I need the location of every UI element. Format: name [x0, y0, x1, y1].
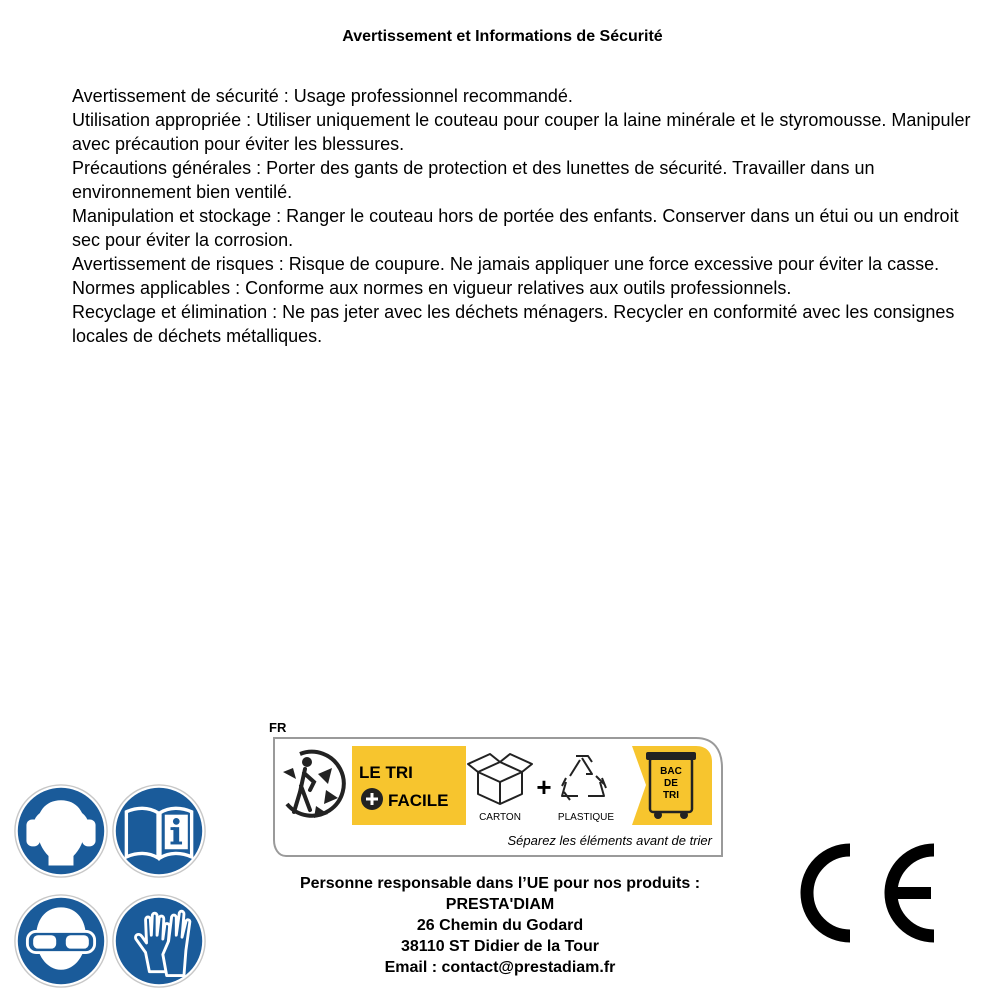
- paragraph-safety-warning: Avertissement de sécurité : Usage professionnel recommandé.: [72, 86, 573, 106]
- bin-label-3: TRI: [662, 790, 680, 801]
- responsible-person-block: [250, 873, 750, 978]
- brand-line2: FACILE: [388, 791, 449, 810]
- protective-gloves-icon: [111, 893, 207, 989]
- company-name: PRESTA'DIAM: [445, 896, 555, 913]
- plastique-label: PLASTIQUE: [557, 812, 615, 823]
- responsible-heading: Personne responsable dans l’UE pour nos produits :: [299, 875, 701, 892]
- bin-label-1: BAC: [660, 766, 682, 777]
- street-address: 26 Chemin du Godard: [416, 917, 584, 934]
- read-manual-icon: [111, 783, 207, 879]
- document-title: Avertissement et Informations de Sécurité: [342, 28, 663, 45]
- paragraph-appropriate-use: Utilisation appropriée : Utiliser uniquement le couteau pour couper la laine minérale et le styromousse. Manipuler avec précaution pour éviter les blessures.: [72, 110, 971, 154]
- plus-sign: +: [536, 772, 552, 802]
- sorting-bin-icon: [646, 752, 696, 819]
- eye-protection-icon: [13, 893, 109, 989]
- safety-info-text: [72, 84, 977, 348]
- paragraph-recycling: Recyclage et élimination : Ne pas jeter avec les déchets ménagers. Recycler en conformité avec les consignes locales de déchets métalliques.: [72, 302, 955, 346]
- triman-recycling-label: [266, 716, 726, 862]
- country-code: FR: [269, 720, 287, 735]
- triman-footer: Séparez les éléments avant de trier: [507, 833, 712, 848]
- city-address: 38110 ST Didier de la Tour: [401, 938, 599, 955]
- paragraph-handling-storage: Manipulation et stockage : Ranger le couteau hors de portée des enfants. Conserver dans un étui ou un endroit sec pour éviter la corrosion.: [72, 206, 959, 250]
- ear-protection-icon: [13, 783, 109, 879]
- email-address: Email : contact@prestadiam.fr: [384, 959, 616, 976]
- paragraph-general-precautions: Précautions générales : Porter des gants de protection et des lunettes de sécurité. Travailler dans un environnement bien ventilé.: [72, 158, 875, 202]
- ce-mark-icon: [796, 840, 942, 946]
- paragraph-standards: Normes applicables : Conforme aux normes en vigueur relatives aux outils professionnels.: [72, 278, 792, 298]
- brand-line1: LE TRI: [359, 763, 413, 782]
- carton-label: CARTON: [479, 812, 521, 823]
- paragraph-risk-warning: Avertissement de risques : Risque de coupure. Ne jamais appliquer une force excessive pour éviter la casse.: [72, 254, 940, 274]
- bin-label-2: DE: [664, 778, 678, 789]
